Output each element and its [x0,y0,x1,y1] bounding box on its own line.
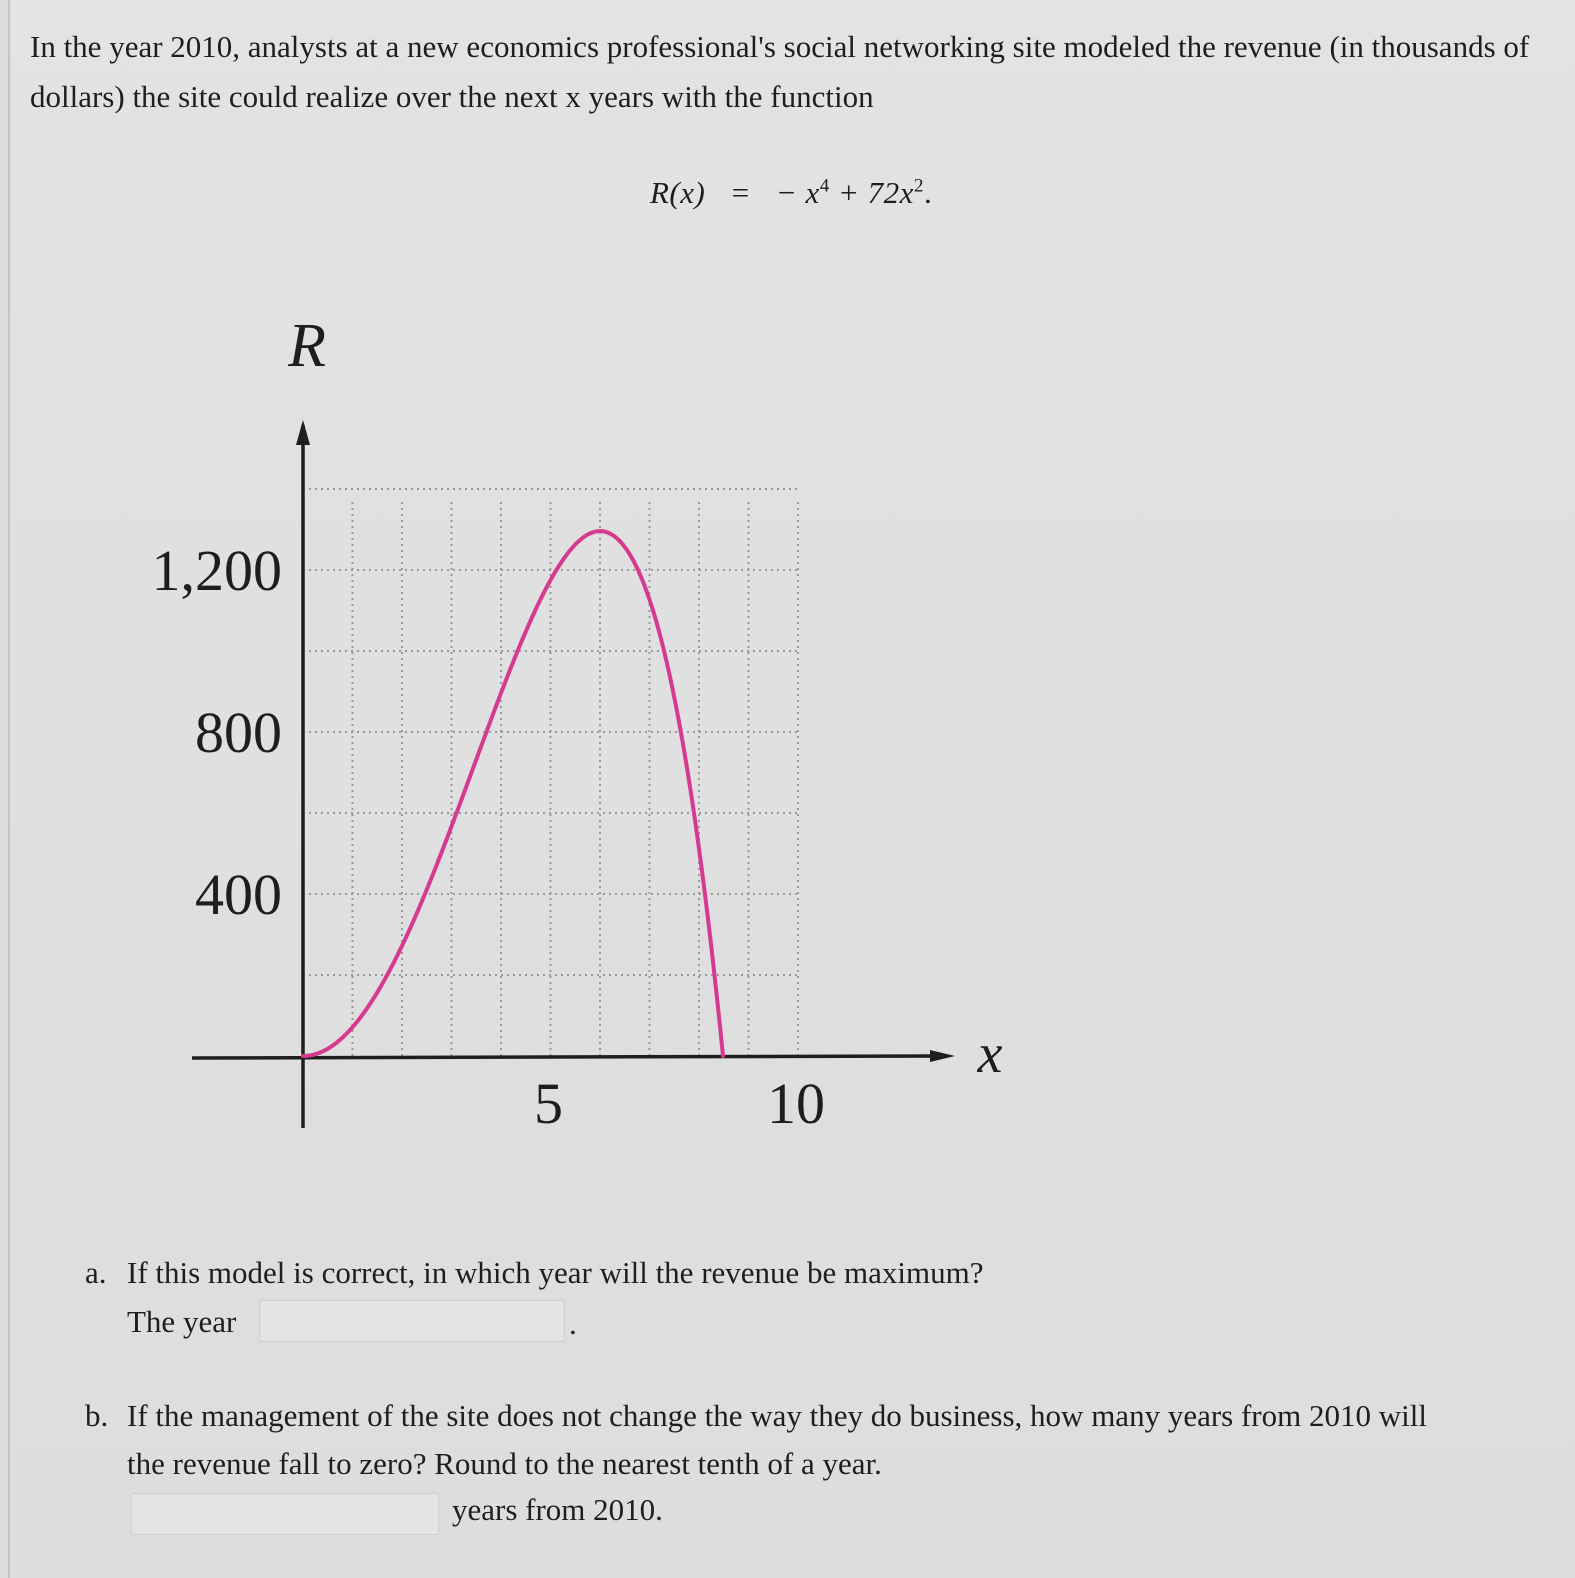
question-a [85,1249,1185,1297]
formula-equals: = [731,175,750,210]
question-a-text: If this model is correct, in which year will the revenue be maximum? [127,1255,984,1290]
x-axis-arrow-icon [930,1050,955,1062]
formula-term-a: − x [775,175,820,210]
formula-period: . [923,175,933,210]
formula-lhs: R(x) [650,175,706,210]
question-b-letter: b. [85,1398,109,1433]
question-a-suffix: . [569,1306,577,1341]
x-tick-label: 10 [767,1071,825,1136]
y-tick-label: 800 [195,700,282,765]
y-axis-arrow-icon [296,420,310,445]
chart-grid [303,489,798,1056]
y-tick-label: 1,200 [151,538,282,603]
question-b-text-line1: If the management of the site does not change the way they do business, how many years from 2010 will [127,1398,1427,1433]
revenue-curve [303,531,723,1056]
y-axis-label: R [288,312,326,380]
question-b-suffix: years from 2010. [452,1492,663,1527]
formula-term-b: + 72x [829,175,914,210]
question-b-text-line2: the revenue fall to zero? Round to the nearest tenth of a year. [127,1446,882,1481]
y-tick-label: 400 [195,862,282,927]
formula-exp-b: 2 [913,175,924,197]
problem-intro: In the year 2010, analysts at a new economics professional's social networking site modeled the revenue (in thousands of dollars) the site could realize over the next x years with the function [30,29,1530,114]
year-answer-input[interactable] [259,1300,565,1342]
question-b-line2 [127,1440,1527,1488]
x-axis-label: x [977,1023,1003,1085]
question-a-letter: a. [85,1255,107,1290]
question-b [85,1392,1565,1440]
x-tick-label: 5 [534,1071,563,1136]
question-a-prefix: The year [127,1304,237,1339]
formula-exp-a: 4 [819,175,830,197]
years-answer-input[interactable] [131,1493,439,1535]
